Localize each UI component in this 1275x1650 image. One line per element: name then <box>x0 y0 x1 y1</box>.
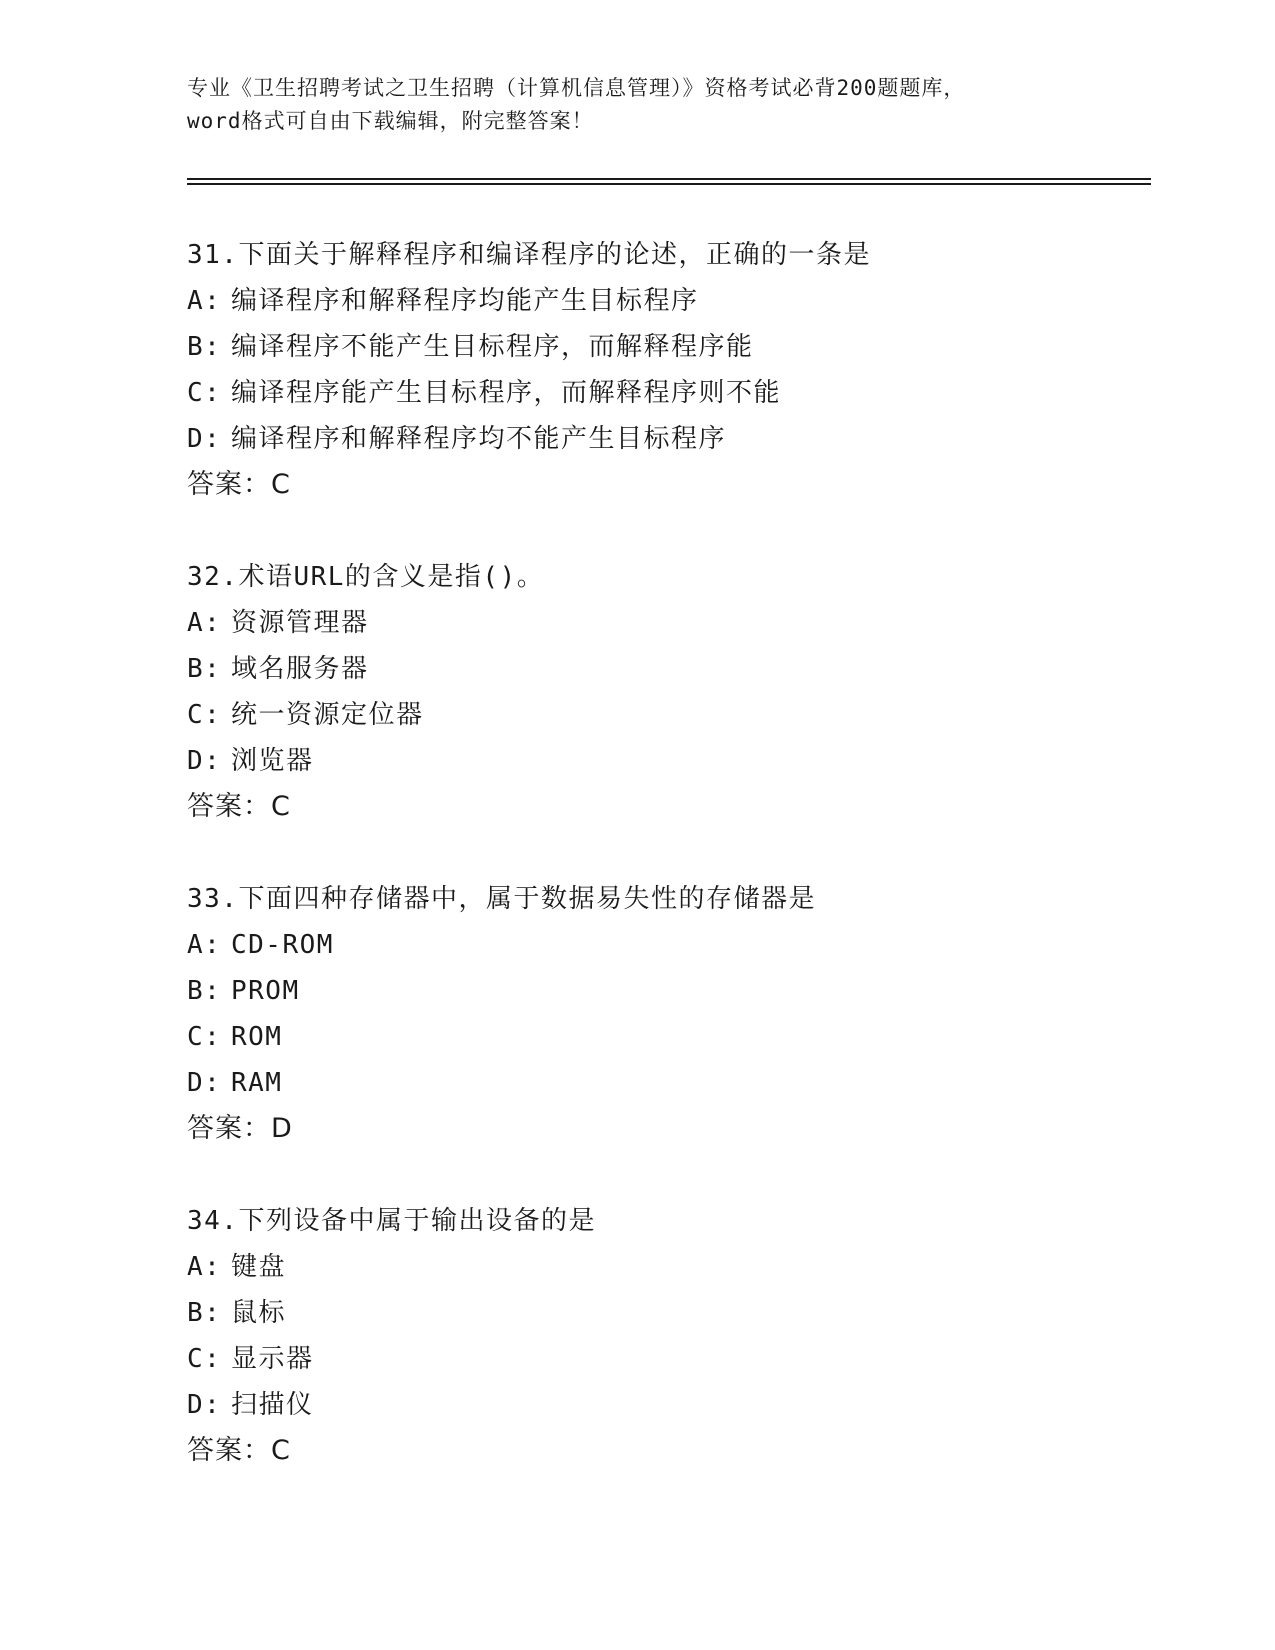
question-34 <box>187 1198 1147 1474</box>
option-letter: A: <box>187 286 222 316</box>
question-32 <box>187 554 1147 830</box>
option-letter: B: <box>187 332 222 362</box>
option-text: 扫描仪 <box>231 1390 314 1420</box>
option-text: 鼠标 <box>231 1298 287 1328</box>
option-letter: C: <box>187 700 222 730</box>
question-33 <box>187 876 1147 1152</box>
option-d <box>187 416 1147 462</box>
option-text: PROM <box>231 976 300 1006</box>
option-letter: D: <box>187 424 222 454</box>
option-letter: D: <box>187 1068 222 1098</box>
option-letter: D: <box>187 1390 222 1420</box>
option-d <box>187 1382 1147 1428</box>
option-letter: D: <box>187 746 222 776</box>
option-letter: B: <box>187 654 222 684</box>
option-text: ROM <box>231 1022 283 1052</box>
question-title: 33.下面四种存储器中，属于数据易失性的存储器是 <box>187 884 816 914</box>
answer: 答案：C <box>187 469 291 500</box>
option-d <box>187 738 1147 784</box>
option-letter: A: <box>187 608 222 638</box>
option-letter: B: <box>187 1298 222 1328</box>
option-text: RAM <box>231 1068 283 1098</box>
question-31 <box>187 232 1147 508</box>
option-d <box>187 1060 1147 1106</box>
question-title: 32.术语URL的含义是指()。 <box>187 562 545 592</box>
option-a <box>187 600 1147 646</box>
answer: 答案：C <box>187 1435 291 1466</box>
option-a <box>187 1244 1147 1290</box>
option-c <box>187 370 1147 416</box>
option-letter: A: <box>187 1252 222 1282</box>
question-title: 34.下列设备中属于输出设备的是 <box>187 1206 596 1236</box>
option-b <box>187 968 1147 1014</box>
option-text: 浏览器 <box>231 746 314 776</box>
option-c <box>187 692 1147 738</box>
header-divider-bottom <box>187 183 1151 185</box>
option-text: 编译程序能产生目标程序，而解释程序则不能 <box>231 378 782 408</box>
header-line-1: 专业《卫生招聘考试之卫生招聘（计算机信息管理）》资格考试必背200题题库， <box>187 76 966 100</box>
option-text: 显示器 <box>231 1344 314 1374</box>
header-divider-top <box>187 178 1151 180</box>
option-text: CD-ROM <box>231 930 334 960</box>
option-letter: C: <box>187 1344 222 1374</box>
option-c <box>187 1336 1147 1382</box>
option-letter: C: <box>187 378 222 408</box>
option-b <box>187 1290 1147 1336</box>
option-a <box>187 922 1147 968</box>
option-letter: B: <box>187 976 222 1006</box>
option-text: 编译程序和解释程序均能产生目标程序 <box>231 286 699 316</box>
document-header <box>187 72 1107 138</box>
answer: 答案：D <box>187 1113 293 1144</box>
option-text: 资源管理器 <box>231 608 369 638</box>
option-b <box>187 324 1147 370</box>
option-letter: A: <box>187 930 222 960</box>
question-title: 31.下面关于解释程序和编译程序的论述，正确的一条是 <box>187 240 871 270</box>
option-c <box>187 1014 1147 1060</box>
option-text: 编译程序不能产生目标程序，而解释程序能 <box>231 332 754 362</box>
option-letter: C: <box>187 1022 222 1052</box>
option-b <box>187 646 1147 692</box>
answer: 答案：C <box>187 791 291 822</box>
header-line-2: word格式可自由下载编辑，附完整答案！ <box>187 109 594 133</box>
option-text: 编译程序和解释程序均不能产生目标程序 <box>231 424 727 454</box>
option-a <box>187 278 1147 324</box>
option-text: 统一资源定位器 <box>231 700 424 730</box>
option-text: 键盘 <box>231 1252 287 1282</box>
option-text: 域名服务器 <box>231 654 369 684</box>
